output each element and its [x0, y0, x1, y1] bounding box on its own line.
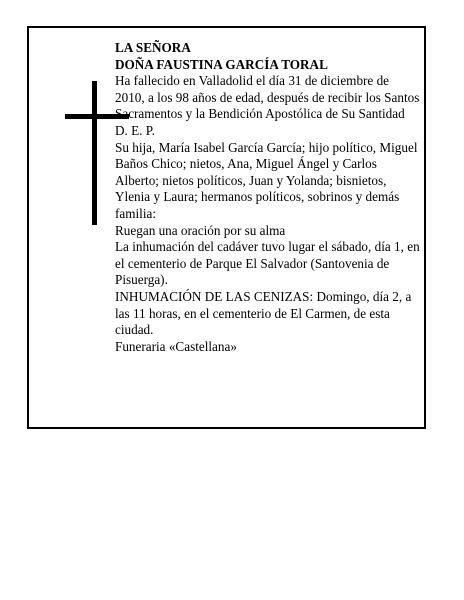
ashes-inhumation: INHUMACIÓN DE LAS CENIZAS: Domingo, día 2, a las 11 horas, en el cementerio de El Carmen, de esta ciudad. [115, 288, 412, 338]
family-list: Su hija, María Isabel García García; hijo político, Miguel Baños Chico; nietos, Ana, Miguel Ángel y Carlos Alberto; nietos políticos, Juan y Yolanda; bisnietos, Ylenia y Laura; hermanos políticos, sobrinos y demás familia: [115, 139, 418, 221]
burial-details: La inhumación del cadáver tuvo lugar el sábado, día 1, en el cementerio de Parque El Salvador (Santovenia de Pisuerga). [115, 239, 420, 288]
deceased-name: DOÑA FAUSTINA GARCÍA TORAL [115, 56, 328, 72]
prayer-request: Ruegan una oración por su alma [115, 222, 286, 238]
deceased-title: LA SEÑORA [115, 40, 191, 55]
cross-vertical-bar [92, 81, 97, 225]
obituary-text [115, 40, 421, 355]
dep-text: D. E. P. [115, 122, 155, 138]
funeral-home: Funeraria «Castellana» [115, 338, 237, 354]
death-announcement: Ha fallecido en Valladolid el día 31 de diciembre de 2010, a los 98 años de edad, después de recibir los Santos Sacramentos y la Bendición Apostólica de Su Santidad [115, 73, 420, 122]
